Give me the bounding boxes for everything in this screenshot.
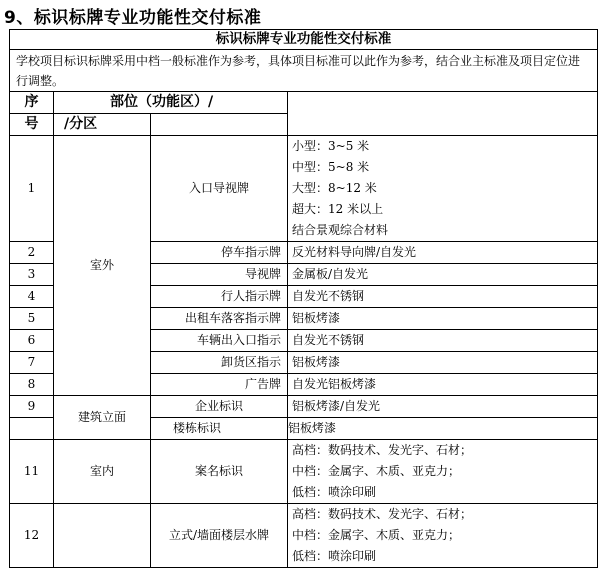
row-item: 楼栋标识 — [151, 418, 288, 440]
group-facade: 建筑立面 — [54, 396, 151, 440]
row-number: 4 — [10, 286, 54, 308]
standard-line: 高档：数码技术、发光字、石材； — [292, 507, 473, 521]
table-row — [10, 136, 598, 242]
standard-line: 中档：金属字、木质、亚克力； — [292, 528, 461, 542]
row-item: 车辆出入口指示 — [151, 330, 288, 352]
row-standard: 自发光不锈钢 — [288, 286, 598, 308]
row-standard: 铝板烤漆 — [288, 308, 598, 330]
row-number: 1 — [10, 136, 54, 242]
intro-text: 学校项目标识标牌采用中档一般标准作为参考，具体项目标准可以此作为参考，结合业主标准及项目定位进行调整。 — [10, 50, 598, 92]
row-standard — [288, 504, 598, 568]
row-item: 停车指示牌 — [151, 242, 288, 264]
standard-line: 高档：数码技术、发光字、石材； — [292, 443, 473, 457]
position-header-top: 部位（功能区）/ — [54, 92, 288, 114]
row-number: 8 — [10, 374, 54, 396]
standards-table — [9, 29, 598, 568]
standard-line: 结合景观综合材料 — [292, 223, 389, 237]
row-number: 12 — [10, 504, 54, 568]
seq-header-top: 序 — [10, 92, 54, 114]
row-item: 企业标识 — [151, 396, 288, 418]
row-number: 6 — [10, 330, 54, 352]
row-item: 行人指示牌 — [151, 286, 288, 308]
standard-line: 中型：5~8 米 — [292, 160, 370, 174]
row-item: 卸货区指示 — [151, 352, 288, 374]
table-title-row — [10, 30, 598, 50]
row-standard: 反光材料导向牌/自发光 — [288, 242, 598, 264]
table-row — [10, 504, 598, 568]
standard-line: 小型：3~5 米 — [292, 139, 370, 153]
standard-line: 低档：喷涂印刷 — [292, 485, 377, 499]
standard-line: 超大：12 米以上 — [292, 202, 384, 216]
row-item: 广告牌 — [151, 374, 288, 396]
seq-header-bottom: 号 — [10, 114, 54, 136]
row-item: 导视牌 — [151, 264, 288, 286]
row-standard — [288, 136, 598, 242]
table-title: 标识标牌专业功能性交付标准 — [10, 30, 598, 50]
row-standard: 金属板/自发光 — [288, 264, 598, 286]
row-item: 立式/墙面楼层水牌 — [151, 504, 288, 568]
table-row — [10, 440, 598, 504]
row-number: 3 — [10, 264, 54, 286]
standard-line: 中档：金属字、木质、亚克力； — [292, 464, 461, 478]
row-standard: 自发光铝板烤漆 — [288, 374, 598, 396]
row-number: 11 — [10, 440, 54, 504]
standard-header — [288, 92, 598, 136]
subarea-header — [151, 114, 288, 136]
group-outdoor: 室外 — [54, 136, 151, 396]
group-empty — [54, 504, 151, 568]
header-row-1 — [10, 92, 598, 114]
intro-row — [10, 50, 598, 92]
table-row — [10, 396, 598, 418]
row-number: 7 — [10, 352, 54, 374]
row-number: 9 — [10, 396, 54, 418]
row-number: 5 — [10, 308, 54, 330]
row-number — [10, 418, 54, 440]
group-indoor: 室内 — [54, 440, 151, 504]
row-item: 出租车落客指示牌 — [151, 308, 288, 330]
row-item: 入口导视牌 — [151, 136, 288, 242]
section-heading: 9、标识标牌专业功能性交付标准 — [4, 8, 262, 28]
row-item: 案名标识 — [151, 440, 288, 504]
standard-line: 低档：喷涂印刷 — [292, 549, 377, 563]
row-standard: 铝板烤漆 — [288, 352, 598, 374]
standard-line: 大型：8~12 米 — [292, 181, 377, 195]
position-header-bottom: /分区 — [54, 114, 151, 136]
row-standard: 自发光不锈钢 — [288, 330, 598, 352]
row-standard: 铝板烤漆/自发光 — [288, 396, 598, 418]
row-standard — [288, 440, 598, 504]
row-standard: 铝板烤漆 — [288, 418, 598, 440]
row-number: 2 — [10, 242, 54, 264]
